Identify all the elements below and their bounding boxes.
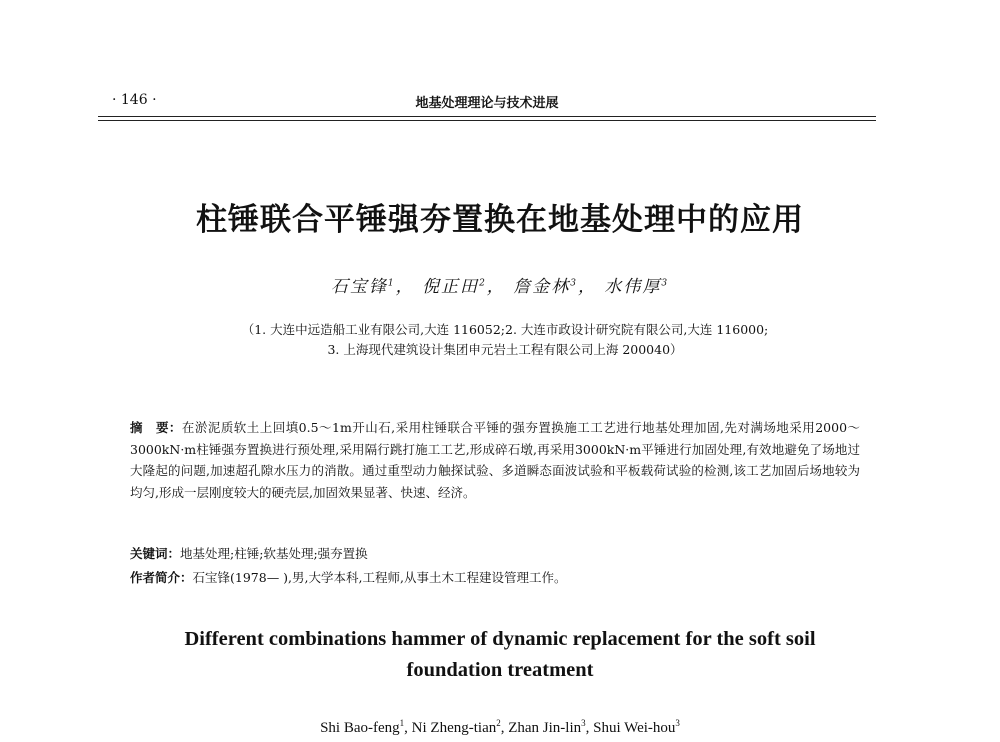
- bio-text: 石宝锋(1978— ),男,大学本科,工程师,从事土木工程建设管理工作。: [192, 570, 567, 585]
- article-title-en: [100, 624, 900, 686]
- keywords: [130, 544, 860, 564]
- author-cn: 倪正田$^2$，: [422, 277, 506, 297]
- page-number: · 146 ·: [112, 92, 157, 108]
- author-list-en: [0, 718, 1000, 737]
- author-cn: 詹金林$^3$，: [513, 277, 597, 297]
- keywords-label: 关键词：: [130, 546, 181, 561]
- title-en-line: foundation treatment: [406, 659, 594, 681]
- author-list-cn: [0, 272, 1000, 297]
- author-bio: [130, 568, 860, 588]
- keywords-text: 地基处理;柱锤;软基处理;强夯置换: [180, 546, 368, 561]
- author-en: Shui Wei-hou$^3$: [593, 718, 680, 736]
- abstract-text: 在淤泥质软土上回填0.5～1m开山石,采用柱锤联合平锤的强夯置换施工工艺进行地基处理加固,先对满场地采用2000～3000kN·m柱锤强夯置换进行预处理,采用隔行跳打施工工艺,形成碎石墩,再采用3000kN·m平锤进行加固处理,有效地避免了场地过大隆起的问题,加速超孔隙水压力的消散。通过重型动力触探试验、多道瞬态面波试验和平板载荷试验的检测,该工艺加固后场地较为均匀,形成一层刚度较大的硬壳层,加固效果显著、快速、经济。: [130, 420, 860, 500]
- affiliation-line: （1. 大连中远造船工业有限公司,大连 116052;2. 大连市政设计研究院有限公司,大连 116000;: [241, 322, 769, 337]
- article-title-cn: 柱锤联合平锤强夯置换在地基处理中的应用: [196, 202, 804, 238]
- bio-label: 作者简介：: [130, 570, 193, 585]
- journal-title: 地基处理理论与技术进展: [415, 96, 559, 111]
- author-en: Zhan Jin-lin$^3$,: [508, 718, 594, 736]
- affiliations: [150, 320, 860, 360]
- abstract-label: 摘 要：: [130, 420, 182, 435]
- header-rule-thin: [98, 120, 876, 121]
- abstract: [130, 417, 860, 503]
- author-en: Ni Zheng-tian$^2$,: [411, 718, 509, 736]
- running-header: [98, 92, 876, 114]
- title-en-line: Different combinations hammer of dynamic replacement for the soft soil: [184, 628, 816, 650]
- author-cn: 石宝锋$^1$，: [330, 277, 415, 297]
- author-en: Shi Bao-feng$^1$,: [320, 718, 412, 736]
- author-cn: 水伟厚$^3$: [604, 277, 670, 297]
- header-rule-thick: [98, 116, 876, 117]
- affiliation-line: 3. 上海现代建筑设计集团申元岩土工程有限公司上海 200040）: [327, 342, 683, 357]
